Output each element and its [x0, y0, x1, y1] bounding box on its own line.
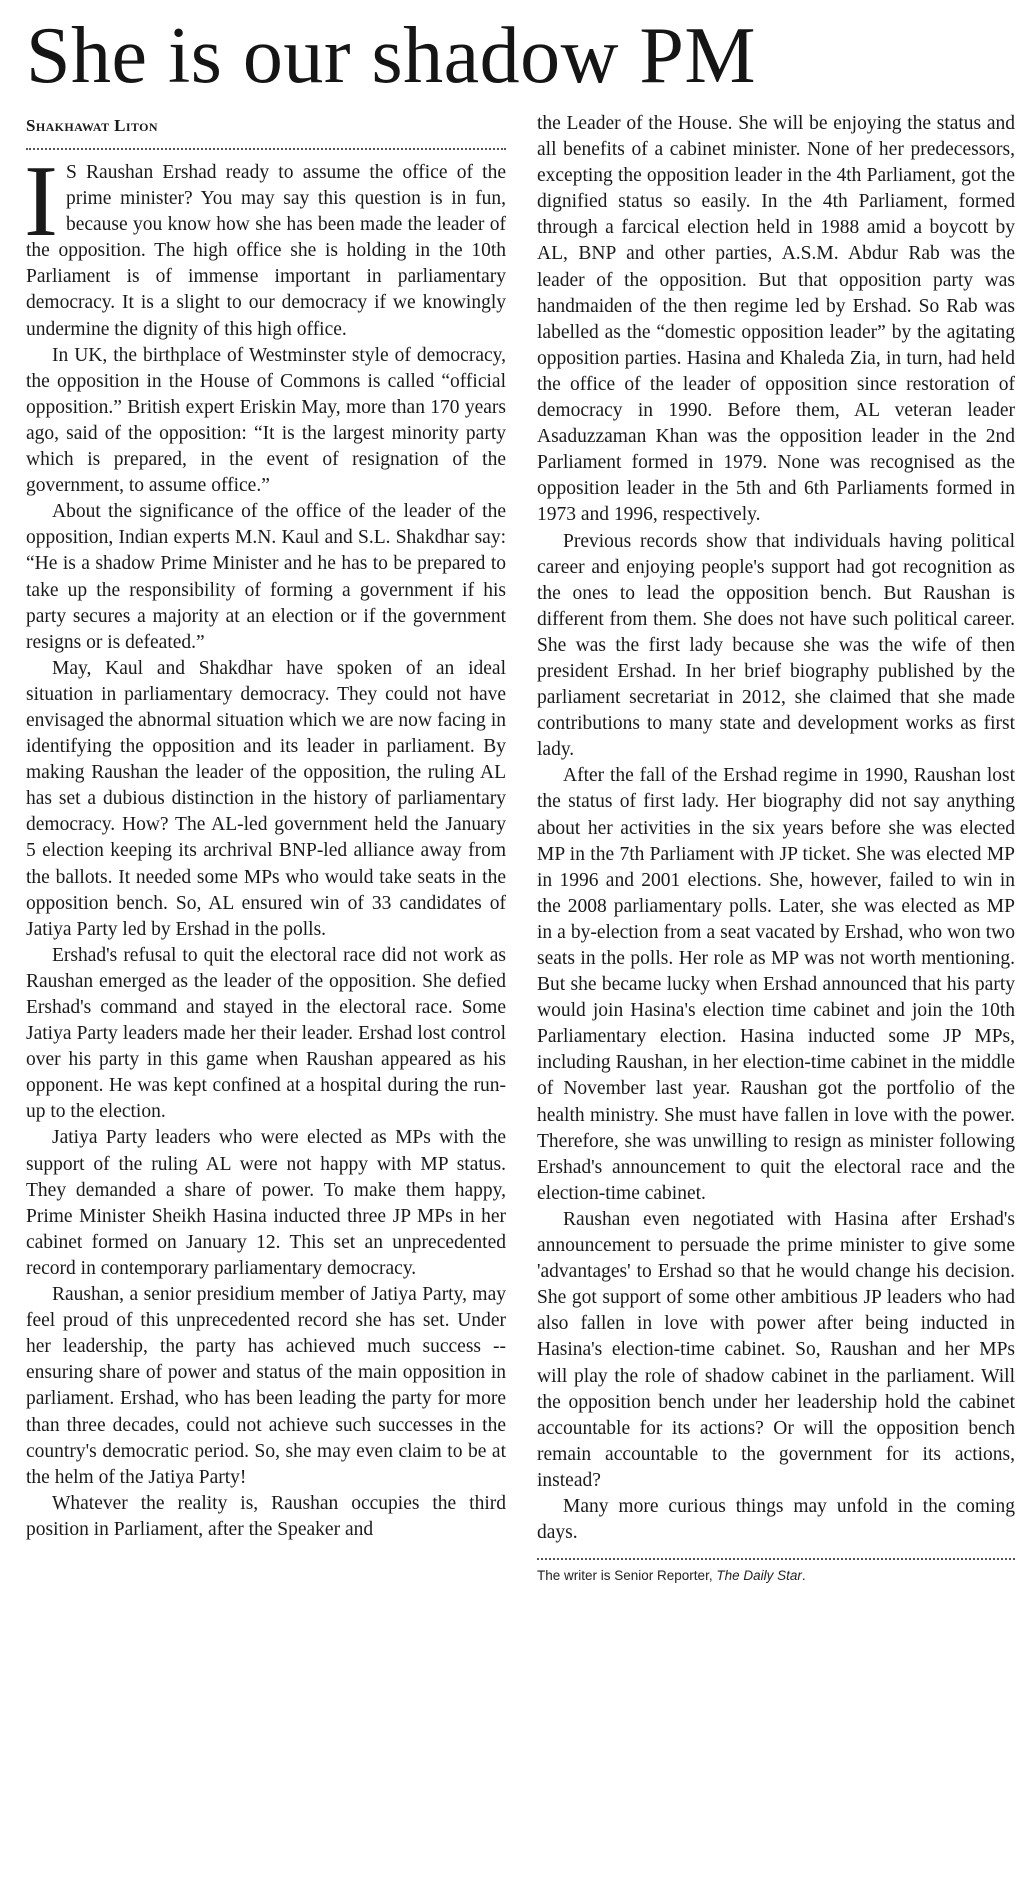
drop-cap: I — [24, 145, 58, 258]
paragraph-significance: About the significance of the office of the leader of the opposition, Indian experts M.N. Kaul and S.L. Shakdhar say: “He is a shadow Prime Minister and he has to be prepared to take up the responsibility of forming a government if his party secures a majority at an election or if the government resigns or is defeated.” — [26, 501, 506, 653]
paragraph-whatever-reality: Whatever the reality is, Raushan occupies the third position in Parliament, after the Speaker and — [26, 1492, 506, 1540]
byline: Shakhawat Liton — [26, 116, 158, 135]
publication-name: The Daily Star — [716, 1568, 802, 1584]
paragraph-negotiated: Raushan even negotiated with Hasina after Ershad's announcement to persuade the prime minister to give some 'advantages' to Ershad so that he would change his decision. She got support of some other ambitious JP leaders who had also fallen in love with power after being inducted in Hasina's election-time cabinet. So, Raushan and her MPs will play the role of shadow cabinet in the parliament. Will the opposition bench under her leadership hold the cabinet accountable for its actions? Or will the opposition bench remain accountable to the government for its actions, instead? — [537, 1208, 1015, 1491]
left-column — [26, 111, 506, 1543]
footer-divider — [537, 1558, 1015, 1560]
byline-divider — [26, 148, 506, 150]
paragraph-raushan-presidium: Raushan, a senior presidium member of Jatiya Party, may feel proud of this unprecedented record she has set. Under her leadership, the party has achieved much success -- ensuring share of power and status of the main opposition in parliament. Ershad, who has been leading the party for more than three decades, could not achieve such successes in the country's democratic period. So, she may even claim to be at the helm of the Jatiya Party! — [26, 1284, 506, 1488]
headline: She is our shadow PM — [26, 12, 757, 100]
paragraph-ideal-situation: May, Kaul and Shakdhar have spoken of an ideal situation in parliamentary democracy. They could not have envisaged the abnormal situation which we are now facing in identifying the opposition and its leader in parliament. By making Raushan the leader of the opposition, the ruling AL has set a dubious distinction in the history of parliamentary democracy. How? The AL-led government held the January 5 election keeping its archrival BNP-led alliance away from the ballots. It needed some MPs who would take seats in the opposition bench. So, AL ensured win of 33 candidates of Jatiya Party led by Ershad in the polls. — [26, 657, 506, 940]
paragraph-previous-records: Previous records show that individuals having political career and enjoying people's support had got recognition as the ones to lead the opposition bench. But Raushan is different from them. She does not have such political career. She was the first lady because she was the wife of then president Ershad. In her brief biography published by the parliament secretariat in 2012, she claimed that she made contributions to many state and development works as first lady. — [537, 530, 1015, 761]
right-column — [537, 111, 1015, 1583]
first-paragraph — [24, 145, 506, 343]
paragraph-jatiya-party-leaders: Jatiya Party leaders who were elected as MPs with the support of the ruling AL were not happy with MP status. They demanded a share of power. To make them happy, Prime Minister Sheikh Hasina inducted three JP MPs in her cabinet formed on January 12. This set an unprecedented record in contemporary parliamentary democracy. — [26, 1127, 506, 1279]
paragraph-after-fall: After the fall of the Ershad regime in 1990, Raushan lost the status of first lady. Her biography did not say anything about her activities in the six years before she was elected MP in the 7th Parliament with JP ticket. She was elected MP in 1996 and 2001 elections. She, however, failed to win in the 2008 parliamentary polls. Later, she was elected as MP in a by-election from a seat vacated by Ershad, who won two seats in the polls. Her role as MP was not worth mentioning. But she became lucky when Ershad announced that his party would join Hasina's election time cabinet and join the 10th Parliamentary election. Hasina inducted some JP MPs, including Raushan, in her election-time cabinet in the middle of November last year. Raushan got the portfolio of the health ministry. She must have fallen in love with the power. Therefore, she was unwilling to resign as minister following Ershad's announcement to quit the electoral race and the election-time cabinet. — [537, 765, 1015, 1204]
paragraph-continuation: the Leader of the House. She will be enjoying the status and all benefits of a cabinet minister. None of her predecessors, excepting the opposition leader in the 4th Parliament, got the dignified status so easily. In the 4th Parliament, formed through a farcical election held in 1988 amid a boycott by AL, BNP and other parties, A.S.M. Abdur Rab was the leader of the opposition. But that opposition party was handmaiden of the then regime led by Ershad. So Rab was labelled as the “domestic opposition leader” by the agitating opposition parties. Hasina and Khaleda Zia, in turn, had held the office of the leader of opposition since restoration of democracy in 1990. Before them, AL veteran leader Asaduzzaman Khan was the opposition leader in the 2nd Parliament formed in 1979. None was recognised as the opposition leader in the 5th and 6th Parliaments formed in 1973 and 1996, respectively. — [537, 113, 1015, 526]
author-note-prefix: The writer is Senior Reporter, — [537, 1568, 717, 1584]
paragraph-closing: Many more curious things may unfold in the coming days. — [537, 1495, 1015, 1544]
author-note — [537, 1568, 1015, 1583]
author-note-suffix: . — [801, 1568, 806, 1584]
paragraph-westminster: In UK, the birthplace of Westminster style of democracy, the opposition in the House of Commons is called “official opposition.” British expert Eriskin May, more than 170 years ago, said of the opposition: “It is the largest minority party which is prepared, in the event of resignation of the government, to assume office.” — [26, 344, 506, 497]
paragraph-ershad-refusal: Ershad's refusal to quit the electoral race did not work as Raushan emerged as the leader of the opposition. She defied Ershad's command and stayed in the electoral race. Some Jatiya Party leaders made her their leader. Ershad lost control over his party in this game when Raushan appeared as his opponent. He was kept confined at a hospital during the run-up to the election. — [26, 944, 506, 1123]
first-paragraph-text: S Raushan Ershad ready to assume the office of the prime minister? You may say this question is in fun, because you know how she has been made the leader of the opposition. The high office she is holding in the 10th Parliament is of immense important in parliamentary democracy. It is a slight to our democracy if we knowingly undermine the dignity of this high office. — [26, 162, 506, 340]
